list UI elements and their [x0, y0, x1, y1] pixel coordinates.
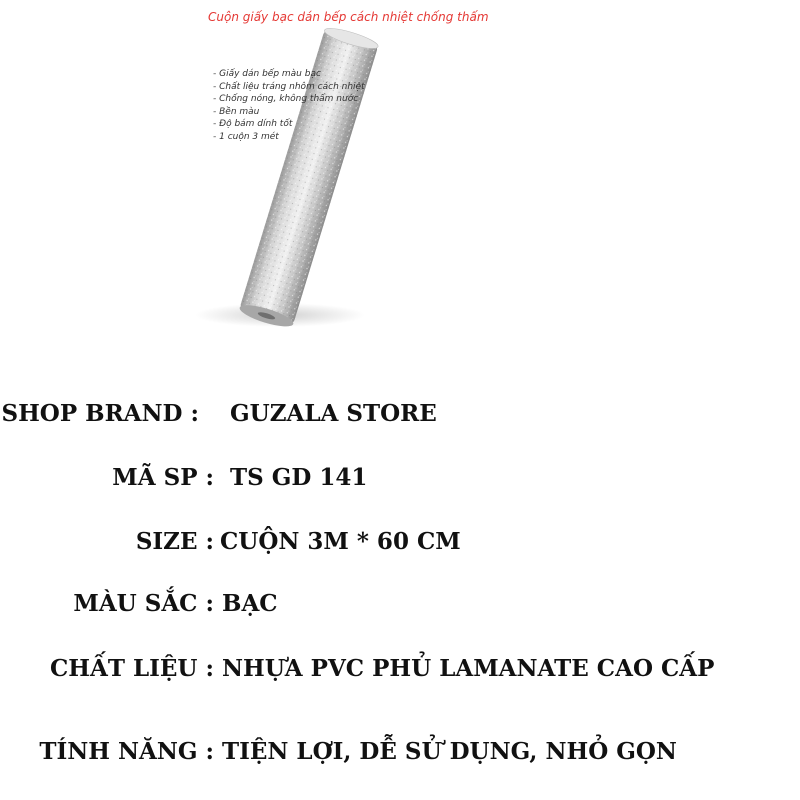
feature-item: - Chất liệu tráng nhôm cách nhiệt	[213, 81, 365, 92]
feature-item: - Chống nóng, không thấm nước	[213, 94, 359, 105]
spec-value: TS GD 141	[230, 464, 368, 491]
product-image	[180, 0, 580, 340]
spec-label: MÀU SẮC :	[73, 590, 214, 617]
spec-label: SIZE :	[135, 528, 214, 555]
spec-label: MÃ SP :	[112, 464, 214, 491]
spec-value: BẠC	[222, 590, 278, 617]
spec-value: TIỆN LỢI, DỄ SỬ DỤNG, NHỎ GỌN	[222, 738, 677, 765]
spec-row-brand	[0, 400, 800, 430]
feature-item: - Độ bám dính tốt	[213, 119, 293, 130]
spec-row-sku	[0, 464, 800, 494]
spec-row-features	[0, 738, 800, 768]
feature-item: - Giấy dán bếp màu bạc	[213, 69, 321, 79]
feature-item: - Bền màu	[213, 106, 260, 117]
spec-label: SHOP BRAND :	[1, 400, 199, 427]
spec-row-size	[0, 528, 800, 558]
product-feature-list	[213, 68, 388, 144]
feature-item: - 1 cuộn 3 mét	[213, 131, 279, 142]
spec-label: CHẤT LIỆU :	[49, 655, 214, 682]
product-image-title: Cuộn giấy bạc dán bếp cách nhiệt chống thấm	[208, 10, 489, 24]
spec-label: TÍNH NĂNG :	[39, 738, 214, 765]
spec-value: NHỰA PVC PHỦ LAMANATE CAO CẤP	[222, 655, 715, 682]
spec-row-color	[0, 590, 800, 620]
spec-value: GUZALA STORE	[230, 400, 437, 427]
spec-value: CUỘN 3M * 60 CM	[220, 528, 461, 555]
foil-roll-illustration	[180, 0, 580, 340]
spec-row-material	[0, 655, 800, 685]
